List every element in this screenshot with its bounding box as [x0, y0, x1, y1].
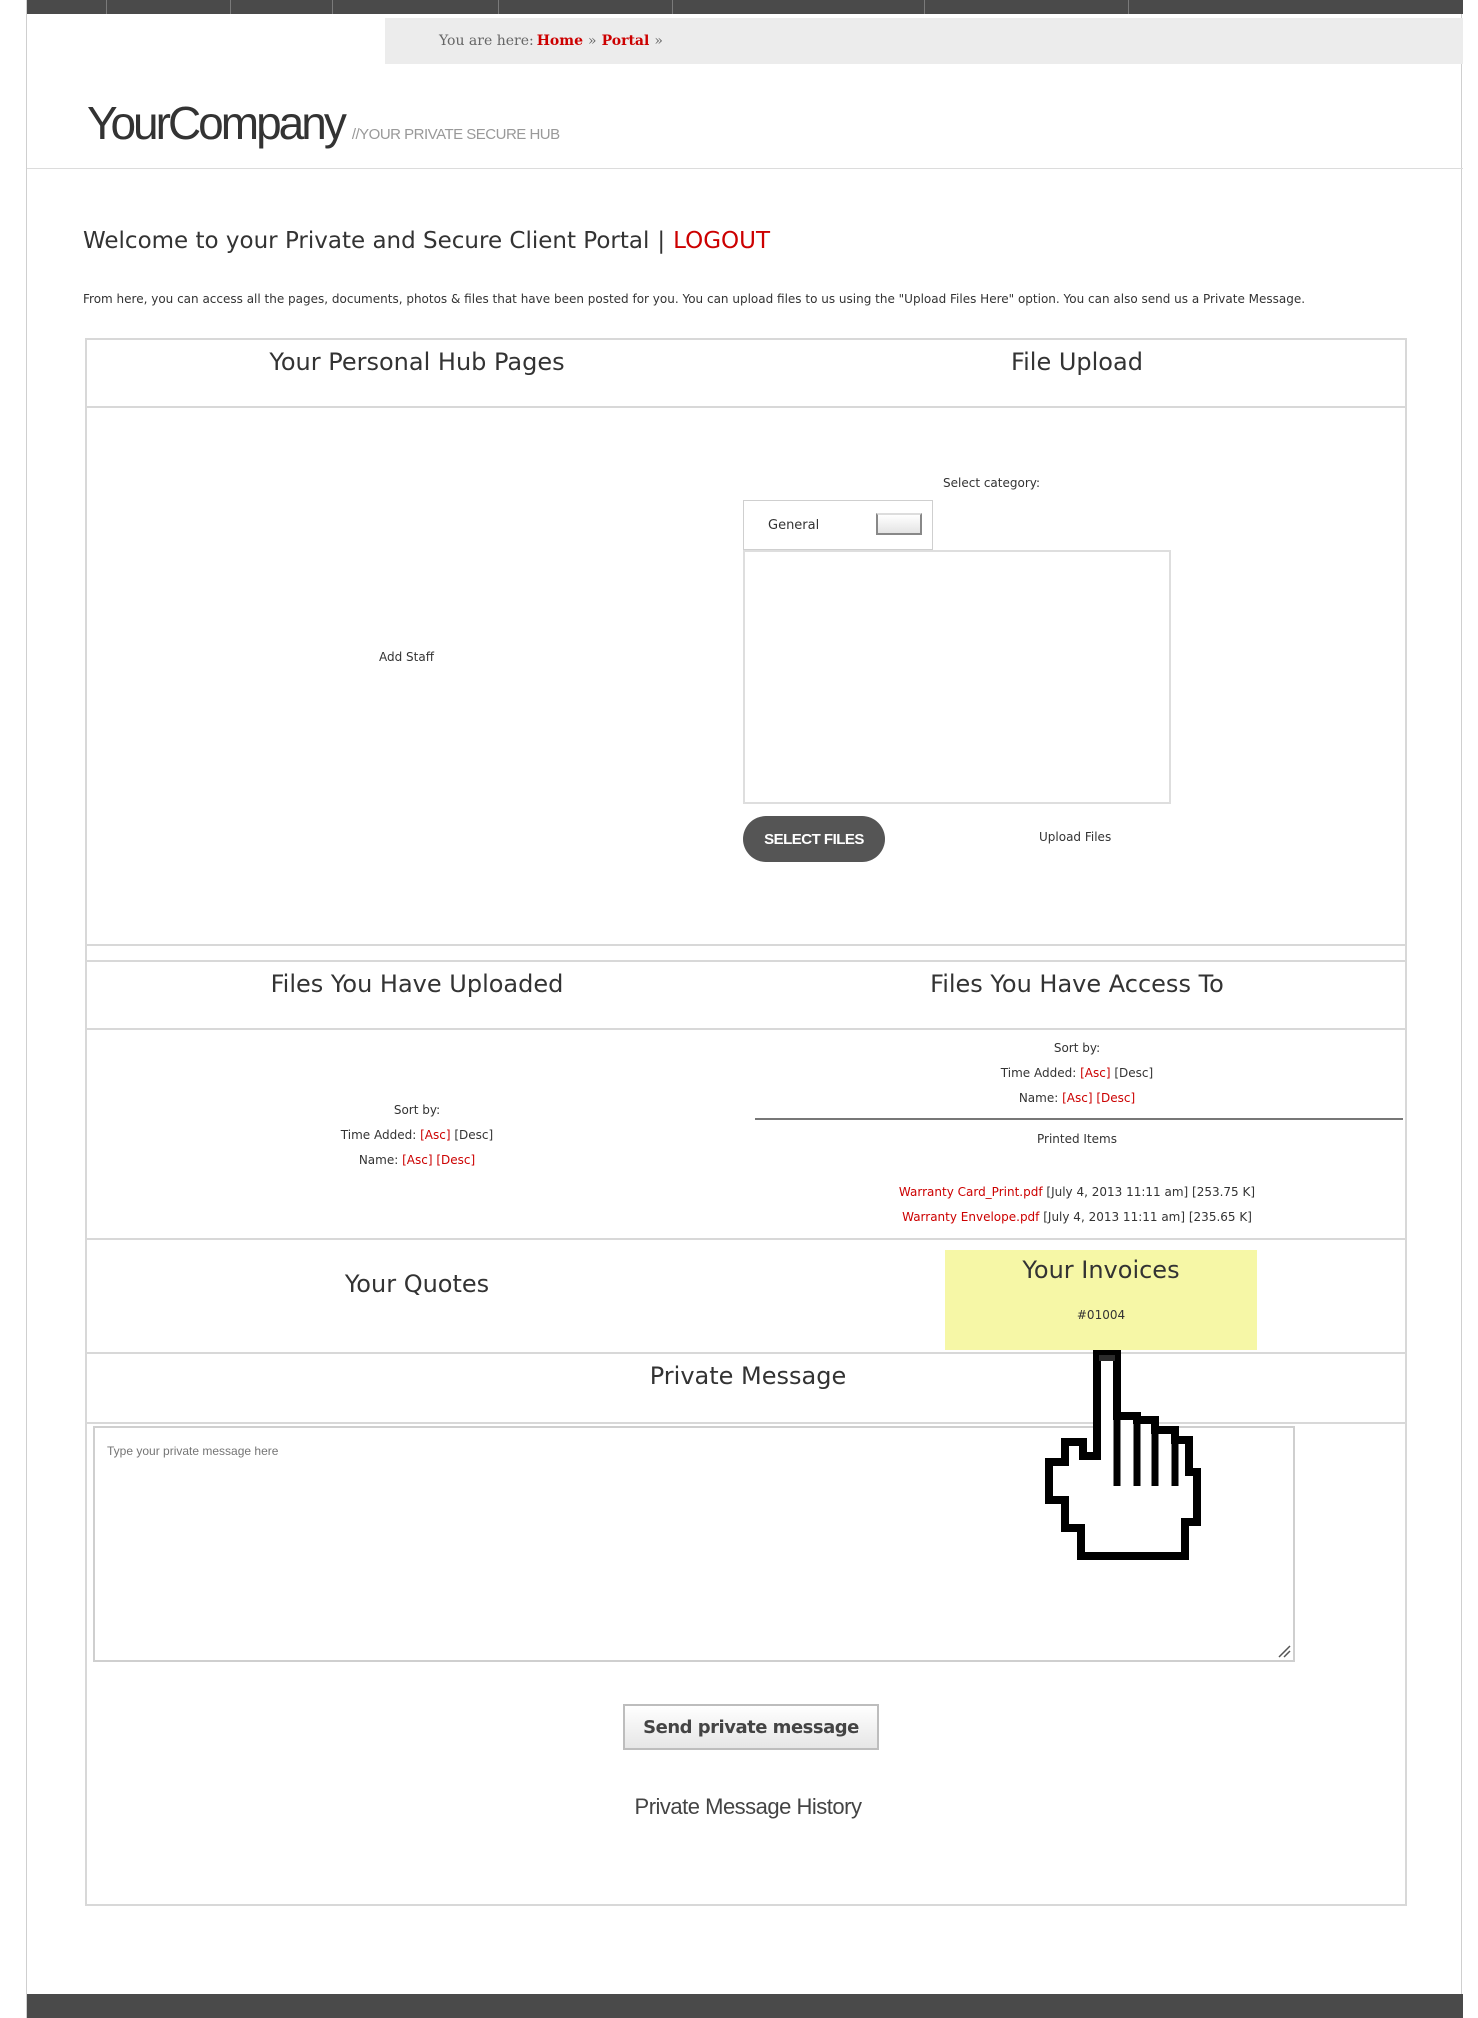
sort-name-asc-link[interactable]: [Asc]	[1062, 1091, 1093, 1105]
breadcrumb	[385, 18, 1463, 64]
sort-name-row	[87, 1148, 747, 1173]
sort-name-desc-link[interactable]: [Desc]	[1096, 1091, 1136, 1105]
sort-time-row	[747, 1061, 1407, 1086]
logout-link[interactable]: LOGOUT	[673, 228, 771, 254]
file-meta: [July 4, 2013 11:11 am] [235.65 K]	[1043, 1210, 1252, 1224]
logo-brand: YourCompany	[87, 97, 344, 149]
nav-item[interactable]	[27, 0, 107, 14]
time-added-label: Time Added:	[340, 1128, 417, 1142]
upload-file-list[interactable]	[743, 550, 1171, 804]
nav-item[interactable]	[925, 0, 1129, 14]
hand-pointer-icon	[1035, 1336, 1215, 1576]
printed-items-label: Printed Items	[1037, 1132, 1117, 1146]
access-file-list	[747, 1180, 1407, 1230]
breadcrumb-separator: »	[588, 33, 597, 49]
nav-item[interactable]	[499, 0, 673, 14]
files-access-title: Files You Have Access To	[930, 970, 1224, 998]
message-history-link[interactable]: Private Message History	[634, 1794, 862, 1819]
name-label: Name:	[358, 1153, 399, 1167]
uploaded-sort-controls	[87, 1098, 747, 1173]
files-uploaded-title: Files You Have Uploaded	[270, 970, 564, 998]
upload-files-link[interactable]: Upload Files	[1039, 830, 1112, 844]
sort-name-row	[747, 1086, 1407, 1111]
nav-item[interactable]	[333, 0, 499, 14]
nav-item[interactable]	[673, 0, 925, 14]
logo-tagline: //YOUR PRIVATE SECURE HUB	[351, 126, 560, 143]
sort-time-asc-link[interactable]: [Asc]	[420, 1128, 451, 1142]
sort-time-desc-link[interactable]: [Desc]	[454, 1128, 494, 1142]
time-added-label: Time Added:	[1000, 1066, 1077, 1080]
sort-time-asc-link[interactable]: [Asc]	[1080, 1066, 1111, 1080]
name-label: Name:	[1018, 1091, 1059, 1105]
breadcrumb-portal-link[interactable]: Portal	[601, 33, 650, 49]
invoice-link[interactable]: #01004	[1076, 1308, 1126, 1322]
breadcrumb-separator: »	[654, 33, 663, 49]
header-divider	[27, 168, 1463, 169]
page-title	[83, 228, 770, 254]
title-separator: |	[657, 228, 666, 254]
file-meta: [July 4, 2013 11:11 am] [253.75 K]	[1046, 1185, 1256, 1199]
dropdown-button[interactable]	[876, 513, 922, 535]
add-staff-link[interactable]: Add Staff	[379, 650, 434, 664]
sort-by-label: Sort by:	[1053, 1041, 1101, 1055]
divider	[755, 1118, 1403, 1120]
access-sort-controls	[747, 1036, 1407, 1111]
file-link[interactable]: Warranty Card_Print.pdf	[898, 1185, 1043, 1199]
private-message-title: Private Message	[649, 1362, 847, 1390]
invoices-title: Your Invoices	[1022, 1256, 1180, 1284]
sort-name-asc-link[interactable]: [Asc]	[402, 1153, 433, 1167]
footer-bar	[27, 1994, 1463, 2018]
hub-pages-title: Your Personal Hub Pages	[269, 348, 565, 376]
company-logo[interactable]	[87, 96, 560, 150]
list-item	[747, 1180, 1407, 1205]
send-message-button[interactable]: Send private message	[623, 1704, 879, 1750]
page-frame	[26, 0, 1462, 2018]
nav-item[interactable]	[231, 0, 333, 14]
portal-table	[85, 338, 1407, 1906]
sort-name-desc-link[interactable]: [Desc]	[436, 1153, 476, 1167]
quotes-title: Your Quotes	[344, 1270, 490, 1298]
top-nav-bar	[27, 0, 1463, 14]
file-upload-title: File Upload	[1011, 348, 1143, 376]
breadcrumb-prefix: You are here:	[439, 33, 534, 49]
intro-text: From here, you can access all the pages, documents, photos & files that have been posted for you. You can upload files to us using the "Upload Files Here" option. You can also send us a Private Message.	[83, 292, 1306, 306]
breadcrumb-home-link[interactable]: Home	[536, 33, 583, 49]
nav-item[interactable]	[107, 0, 231, 14]
category-value: General	[768, 517, 820, 533]
sort-time-desc-link[interactable]: [Desc]	[1114, 1066, 1154, 1080]
welcome-text: Welcome to your Private and Secure Client Portal	[83, 228, 650, 254]
select-files-button[interactable]: SELECT FILES	[743, 816, 885, 862]
file-link[interactable]: Warranty Envelope.pdf	[902, 1210, 1040, 1224]
category-select[interactable]	[743, 500, 933, 550]
sort-by-label: Sort by:	[393, 1103, 441, 1117]
category-label: Select category:	[943, 476, 1041, 490]
resize-handle-icon[interactable]	[1277, 1644, 1291, 1658]
list-item	[747, 1205, 1407, 1230]
sort-time-row	[87, 1123, 747, 1148]
